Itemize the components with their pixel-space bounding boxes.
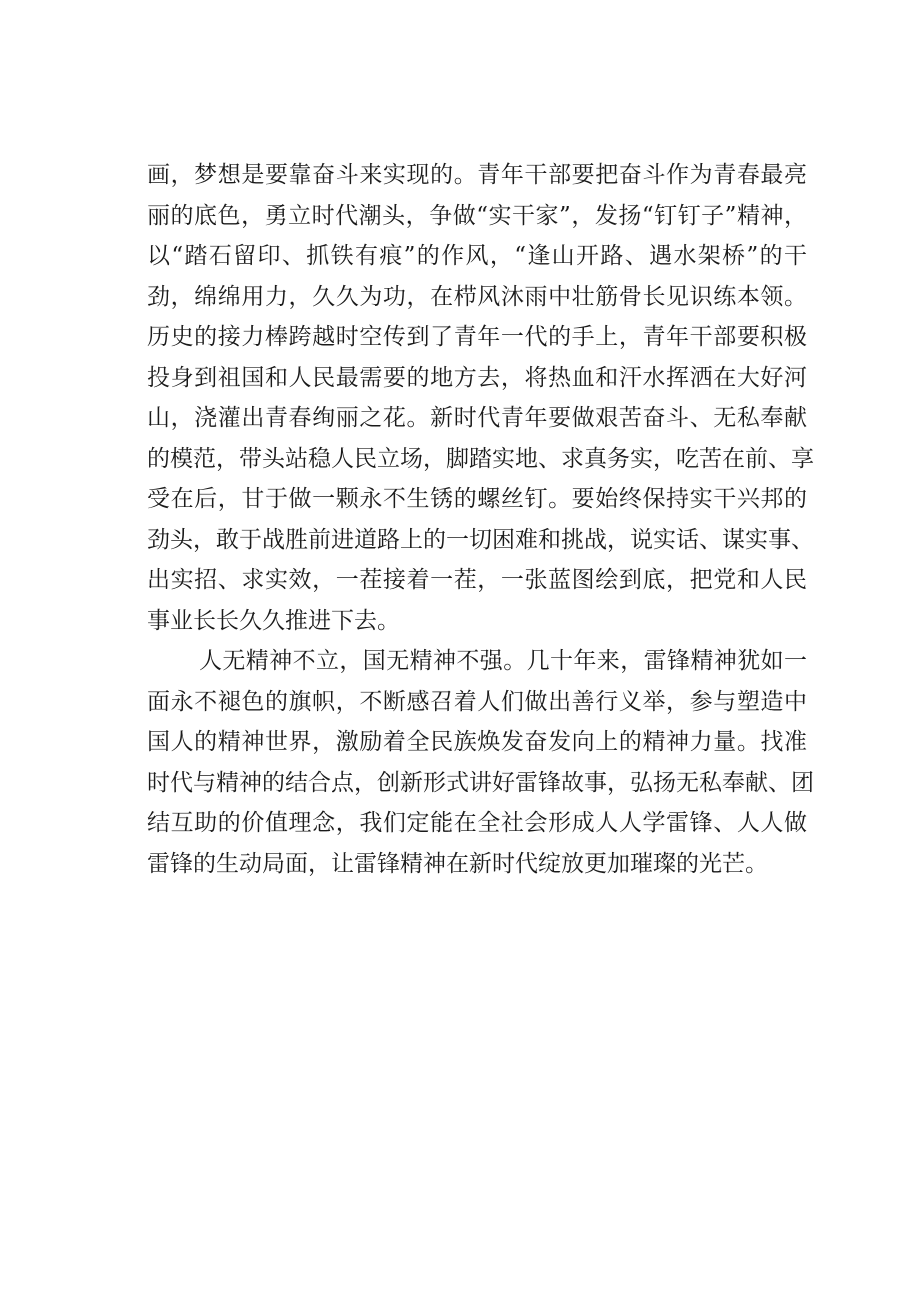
text-line: 历史的接力棒跨越时空传到了青年一代的手上，青年干部要积极	[147, 324, 807, 350]
text-line: 出实招、求实效，一茬接着一茬，一张蓝图绘到底，把党和人民	[147, 567, 807, 593]
text-line: 投身到祖国和人民最需要的地方去，将热血和汗水挥洒在大好河	[147, 364, 807, 391]
text-line: 劲，绵绵用力，久久为功，在栉风沐雨中壮筋骨长见识练本领。	[147, 283, 807, 310]
text-line: 面永不褪色的旗帜，不断感召着人们做出善行义举，参与塑造中	[147, 688, 807, 715]
text-line: 人无精神不立，国无精神不强。几十年来，雷锋精神犹如一	[199, 648, 807, 674]
text-line: 时代与精神的结合点，创新形式讲好雷锋故事，弘扬无私奉献、团	[147, 769, 814, 796]
text-line: 画，梦想是要靠奋斗来实现的。青年干部要把奋斗作为青春最亮	[147, 162, 807, 188]
text-line: 受在后，甘于做一颗永不生锈的螺丝钉。要始终保持实干兴邦的	[147, 486, 807, 512]
text-line: 事业长长久久推进下去。	[147, 607, 400, 634]
text-line: 国人的精神世界，激励着全民族焕发奋发向上的精神力量。找准	[147, 729, 807, 755]
text-line: 的模范，带头站稳人民立场，脚踏实地、求真务实，吃苦在前、享	[147, 445, 814, 472]
body-text	[147, 155, 814, 884]
text-line: 以“踏石留印、抓铁有痕”的作风，“逢山开路、遇水架桥”的干	[147, 243, 807, 269]
paragraph-1	[147, 155, 814, 641]
paragraph-2	[147, 641, 814, 884]
text-line: 山，浇灌出青春绚丽之花。新时代青年要做艰苦奋斗、无私奉献	[147, 405, 807, 431]
text-line: 雷锋的生动局面，让雷锋精神在新时代绽放更加璀璨的光芒。	[147, 850, 768, 877]
text-line: 劲头，敢于战胜前进道路上的一切困难和挑战，说实话、谋实事、	[147, 526, 814, 553]
text-line: 丽的底色，勇立时代潮头，争做“实干家”，发扬“钉钉子”精神，	[147, 202, 807, 229]
text-line: 结互助的价值理念，我们定能在全社会形成人人学雷锋、人人做	[147, 810, 807, 836]
